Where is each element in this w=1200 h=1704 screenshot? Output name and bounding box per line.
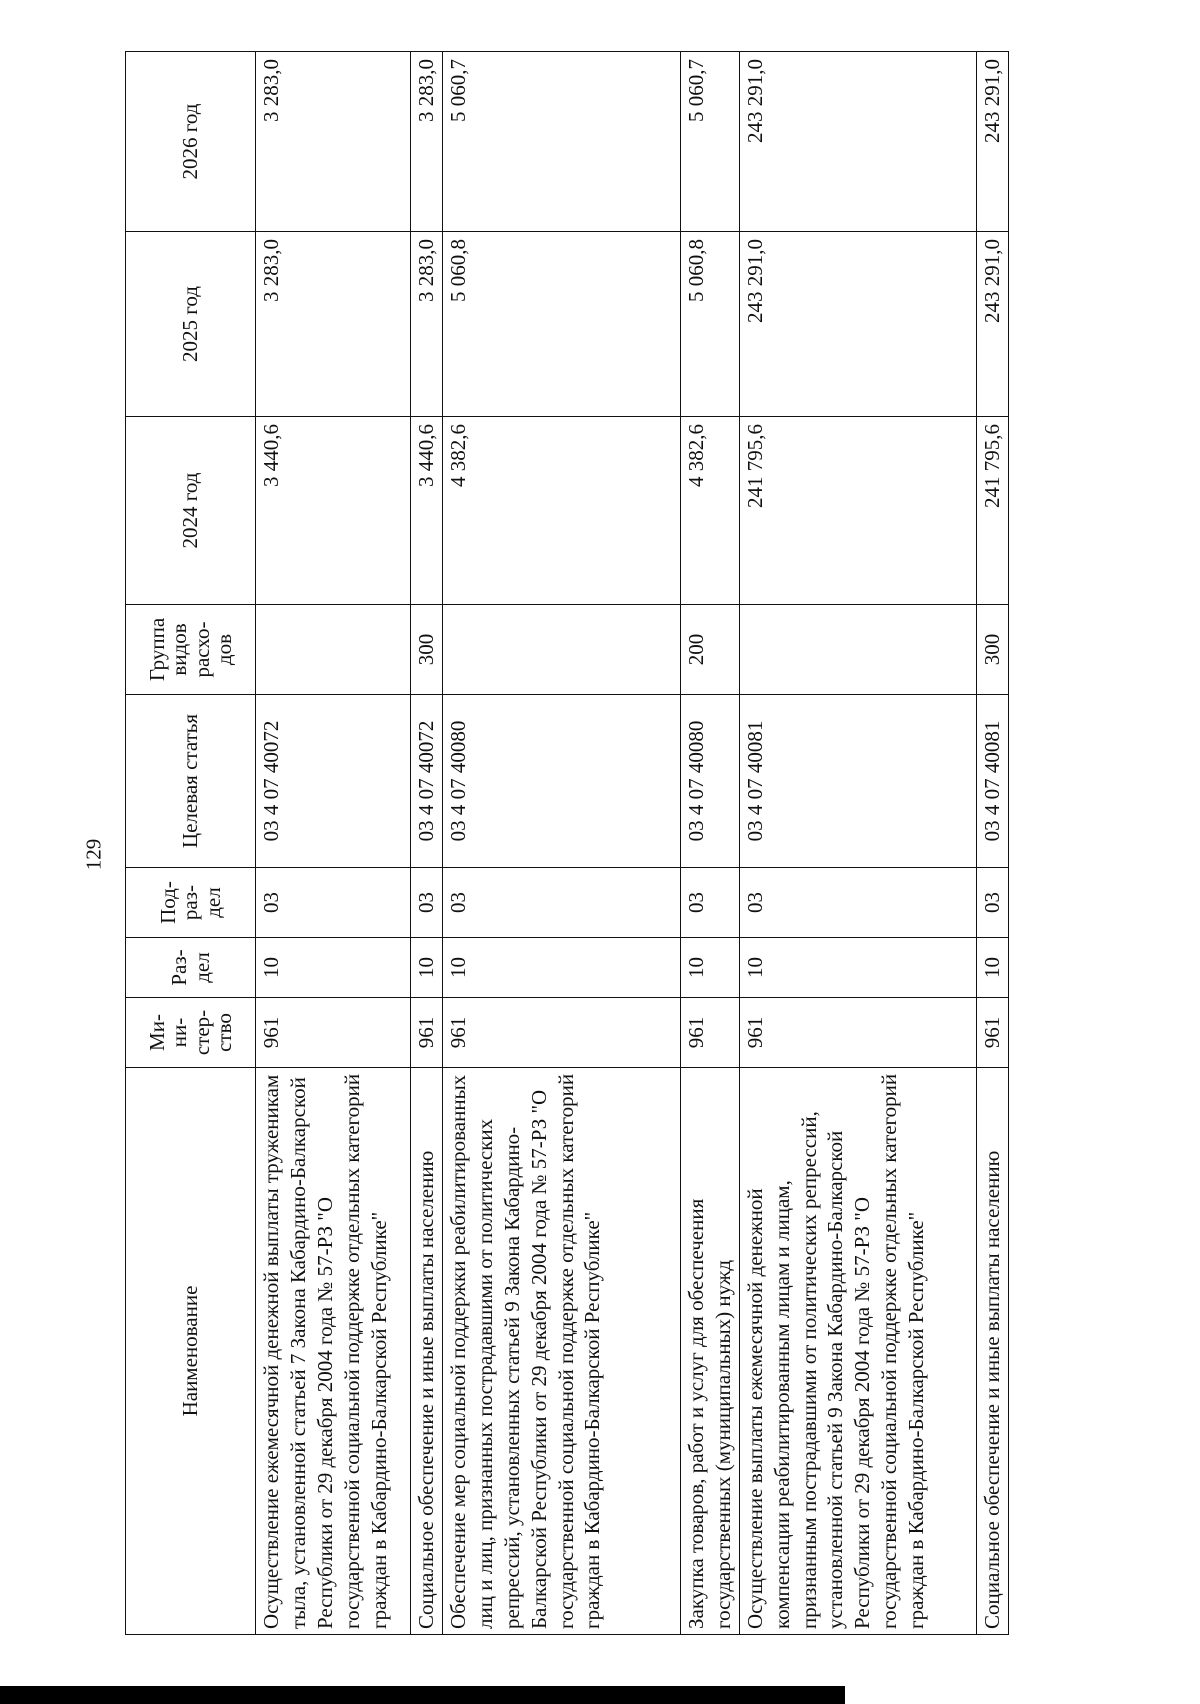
cell-target: 03 4 07 40080 bbox=[681, 695, 740, 868]
cell-name: Осуществление выплаты ежемесячной денежной компенсации реабилитированным лицам и лицам, признанным пострадавшими от политических репрессий, установленной статьей 9 Закона Кабардино-Балкарской Республики от 29 декабря 2004 года № 57-РЗ "О государственной социальной поддержке отдельных категорий граждан в Кабардино-Балкарской Республике" bbox=[739, 1068, 976, 1635]
cell-2025: 243 291,0 bbox=[976, 232, 1008, 417]
table-row bbox=[976, 52, 1008, 1635]
table-row bbox=[739, 52, 976, 1635]
cell-name: Осуществление ежемесячной денежной выплаты труженикам тыла, установленной статьей 7 Закона Кабардино-Балкарской Республики от 29 декабря 2004 года № 57-РЗ "О государственной социальной поддержке отдельных категорий граждан в Кабардино-Балкарской Республике" bbox=[256, 1068, 411, 1635]
header-2026: 2026 год bbox=[126, 52, 256, 232]
cell-section: 10 bbox=[411, 938, 443, 998]
cell-ministry: 961 bbox=[681, 998, 740, 1068]
scan-edge-strip bbox=[0, 1686, 845, 1704]
cell-section: 10 bbox=[443, 938, 681, 998]
cell-subsection: 03 bbox=[411, 868, 443, 938]
cell-group bbox=[443, 605, 681, 695]
cell-group: 300 bbox=[411, 605, 443, 695]
cell-subsection: 03 bbox=[976, 868, 1008, 938]
table-row bbox=[681, 52, 740, 1635]
page-number: 129 bbox=[81, 838, 106, 871]
cell-name: Обеспечение мер социальной поддержки реабилитированных лиц и лиц, признанных пострадавшими от политических репрессий, установленных статьей 9 Закона Кабардино-Балкарской Республики от 29 декабря 2004 года № 57-РЗ "О государственной социальной поддержке отдельных категорий граждан в Кабардино-Балкарской Республике" bbox=[443, 1068, 681, 1635]
cell-target: 03 4 07 40072 bbox=[411, 695, 443, 868]
cell-ministry: 961 bbox=[411, 998, 443, 1068]
table-row bbox=[256, 52, 411, 1635]
cell-2026: 3 283,0 bbox=[256, 52, 411, 232]
cell-2024: 3 440,6 bbox=[411, 417, 443, 605]
header-group: Группа видов расхо- дов bbox=[126, 605, 256, 695]
cell-2024: 3 440,6 bbox=[256, 417, 411, 605]
cell-section: 10 bbox=[256, 938, 411, 998]
cell-target: 03 4 07 40081 bbox=[739, 695, 976, 868]
cell-ministry: 961 bbox=[739, 998, 976, 1068]
cell-2024: 4 382,6 bbox=[681, 417, 740, 605]
cell-ministry: 961 bbox=[256, 998, 411, 1068]
header-2024: 2024 год bbox=[126, 417, 256, 605]
cell-2026: 243 291,0 bbox=[739, 52, 976, 232]
cell-target: 03 4 07 40072 bbox=[256, 695, 411, 868]
cell-section: 10 bbox=[739, 938, 976, 998]
cell-ministry: 961 bbox=[443, 998, 681, 1068]
cell-group: 300 bbox=[976, 605, 1008, 695]
cell-2026: 5 060,7 bbox=[681, 52, 740, 232]
header-subsection: Под- раз- дел bbox=[126, 868, 256, 938]
cell-2025: 3 283,0 bbox=[411, 232, 443, 417]
cell-name: Социальное обеспечение и иные выплаты населению bbox=[411, 1068, 443, 1635]
cell-subsection: 03 bbox=[256, 868, 411, 938]
cell-2025: 5 060,8 bbox=[443, 232, 681, 417]
cell-group: 200 bbox=[681, 605, 740, 695]
cell-name: Социальное обеспечение и иные выплаты населению bbox=[976, 1068, 1008, 1635]
budget-table bbox=[125, 51, 1009, 1635]
header-section: Раз- дел bbox=[126, 938, 256, 998]
cell-ministry: 961 bbox=[976, 998, 1008, 1068]
header-target: Целевая статья bbox=[126, 695, 256, 868]
cell-2025: 243 291,0 bbox=[739, 232, 976, 417]
table-header-row bbox=[126, 52, 256, 1635]
cell-2024: 241 795,6 bbox=[976, 417, 1008, 605]
cell-subsection: 03 bbox=[681, 868, 740, 938]
cell-2026: 243 291,0 bbox=[976, 52, 1008, 232]
cell-subsection: 03 bbox=[739, 868, 976, 938]
table-row bbox=[411, 52, 443, 1635]
rotated-page-content bbox=[125, 52, 1090, 1635]
cell-name: Закупка товаров, работ и услуг для обеспечения государственных (муниципальных) нужд bbox=[681, 1068, 740, 1635]
cell-section: 10 bbox=[976, 938, 1008, 998]
cell-2026: 3 283,0 bbox=[411, 52, 443, 232]
cell-subsection: 03 bbox=[443, 868, 681, 938]
cell-2026: 5 060,7 bbox=[443, 52, 681, 232]
table-row bbox=[443, 52, 681, 1635]
cell-target: 03 4 07 40080 bbox=[443, 695, 681, 868]
cell-2024: 4 382,6 bbox=[443, 417, 681, 605]
cell-2025: 3 283,0 bbox=[256, 232, 411, 417]
cell-target: 03 4 07 40081 bbox=[976, 695, 1008, 868]
header-name: Наименование bbox=[126, 1068, 256, 1635]
cell-2024: 241 795,6 bbox=[739, 417, 976, 605]
header-ministry: Ми- ни- стер- ство bbox=[126, 998, 256, 1068]
header-2025: 2025 год bbox=[126, 232, 256, 417]
cell-section: 10 bbox=[681, 938, 740, 998]
cell-2025: 5 060,8 bbox=[681, 232, 740, 417]
cell-group bbox=[256, 605, 411, 695]
cell-group bbox=[739, 605, 976, 695]
